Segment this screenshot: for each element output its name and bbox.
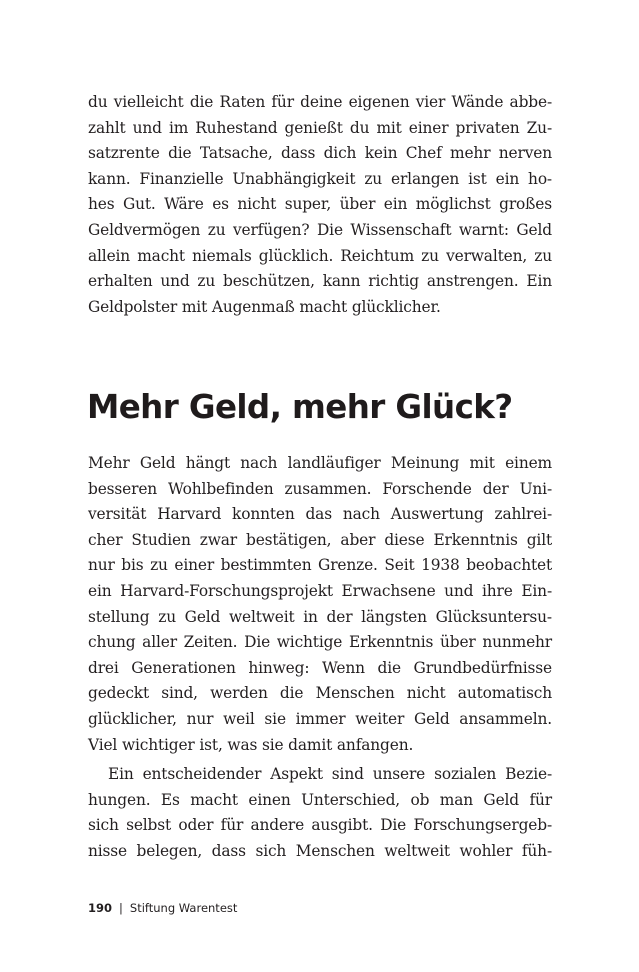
text-line: Viel wichtiger ist, was sie damit anfangen.	[88, 735, 414, 754]
text-line: erhalten und zu beschützen, kann richtig anstrengen. Ein	[88, 272, 552, 291]
text-line: drei Generationen hinweg: Wenn die Grundbedürfnisse	[88, 658, 552, 677]
text-line: stellung zu Geld weltweit in der längsten Glücksuntersu-	[88, 607, 552, 626]
page-footer	[88, 898, 237, 918]
text-line: hes Gut. Wäre es nicht super, über ein möglichst großes	[88, 195, 552, 214]
text-line: besseren Wohlbefinden zusammen. Forschende der Uni-	[88, 479, 552, 498]
text-line: hungen. Es macht einen Unterschied, ob man Geld für	[88, 790, 552, 809]
paragraph-harvard-study	[88, 451, 552, 758]
text-line: cher Studien zwar bestätigen, aber diese Erkenntnis gilt	[88, 530, 552, 549]
text-line: glücklicher, nur weil sie immer weiter Geld ansammeln.	[88, 709, 552, 728]
text-line: satzrente die Tatsache, dass dich kein Chef mehr nerven	[88, 144, 552, 163]
text-line: chung aller Zeiten. Die wichtige Erkenntnis über nunmehr	[88, 633, 552, 652]
paragraph-intro	[88, 90, 552, 320]
text-line: nur bis zu einer bestimmten Grenze. Seit 1938 beobachtet	[88, 556, 552, 575]
footer-separator: |	[119, 901, 123, 915]
text-line: Mehr Geld hängt nach landläufiger Meinung mit einem	[88, 454, 552, 472]
text-line: Geldvermögen zu verfügen? Die Wissenschaft warnt: Geld	[88, 220, 552, 239]
paragraph-social-relations	[88, 762, 552, 864]
text-line: Ein entscheidender Aspekt sind unsere sozialen Bezie-	[108, 765, 552, 783]
page-number: 190	[88, 901, 113, 915]
section-heading: Mehr Geld, mehr Glück?	[87, 388, 513, 426]
text-line: nisse belegen, dass sich Menschen weltweit wohler füh-	[88, 841, 552, 860]
text-line: zahlt und im Ruhestand genießt du mit einer privaten Zu-	[88, 118, 552, 137]
text-line: du vielleicht die Raten für deine eigenen vier Wände abbe-	[88, 93, 552, 111]
text-line: Geldpolster mit Augenmaß macht glücklicher.	[88, 297, 441, 316]
text-line: sich selbst oder für andere ausgibt. Die Forschungsergeb-	[88, 816, 552, 835]
publisher-name: Stiftung Warentest	[129, 901, 238, 915]
text-line: gedeckt sind, werden die Menschen nicht automatisch	[88, 684, 552, 703]
text-line: versität Harvard konnten das nach Auswertung zahlrei-	[88, 505, 552, 524]
text-line: allein macht niemals glücklich. Reichtum zu verwalten, zu	[88, 246, 552, 265]
text-line: kann. Finanzielle Unabhängigkeit zu erlangen ist ein ho-	[88, 169, 552, 188]
text-line: ein Harvard-Forschungsprojekt Erwachsene und ihre Ein-	[88, 581, 552, 600]
